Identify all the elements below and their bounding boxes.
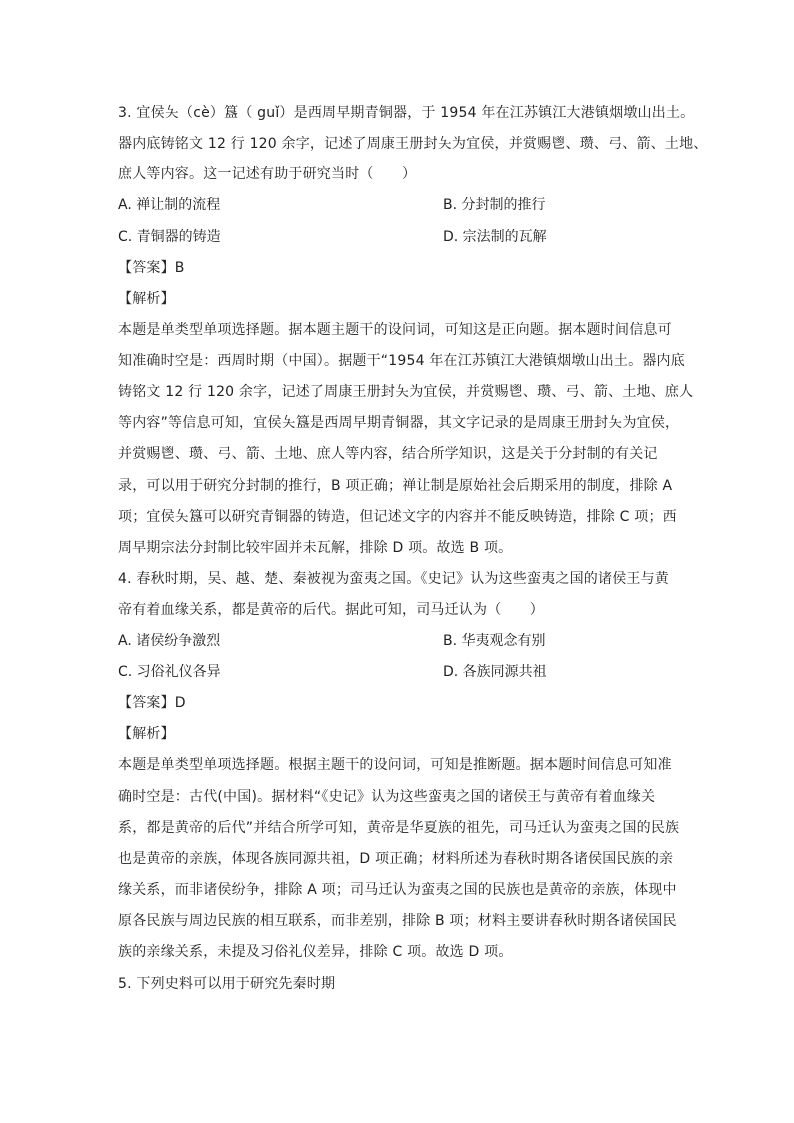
- q4-analysis-line-6: 原各民族与周边民族的相互联系，而非差别，排除 B 项；材料主要讲春秋时期各诸侯国民: [118, 913, 677, 929]
- q3-answer: 【答案】B: [118, 260, 185, 276]
- q4-option-b: B. 华夷观念有别: [443, 633, 546, 649]
- q3-analysis-line-6: 录，可以用于研究分封制的推行，B 项正确；禅让制是原始社会后期采用的制度，排除 A: [118, 478, 673, 494]
- q3-analysis-line-3: 铸铭文 12 行 120 余字，记述了周康王册封夨为宜侯，并赏赐鬯、瓒、弓、箭、土地、庶人: [118, 384, 694, 400]
- q4-stem-line-1: 4. 春秋时期，吴、越、楚、秦被视为蛮夷之国。《史记》认为这些蛮夷之国的诸侯王与黄: [118, 571, 670, 587]
- q3-stem-line-2: 器内底铸铭文 12 行 120 余字，记述了周康王册封夨为宜侯，并赏赐鬯、瓒、弓、箭、土地、: [118, 136, 708, 152]
- q3-analysis-line-8: 周早期宗法分封制比较牢固并未瓦解，排除 D 项。故选 B 项。: [118, 540, 513, 556]
- q3-stem-line-3: 庶人等内容。这一记述有助于研究当时（ ）: [118, 166, 417, 182]
- q3-option-d: D. 宗法制的瓦解: [443, 229, 547, 245]
- q3-stem-line-1: 3. 宜侯夨（cè）簋（ guǐ）是西周早期青铜器，于 1954 年在江苏镇江大港镇烟墩山出土。: [118, 105, 695, 121]
- q3-analysis-line-4: 等内容”等信息可知，宜侯夨簋是西周早期青铜器，其文字记录的是周康王册封夨为宜侯，: [118, 415, 680, 431]
- q3-analysis-line-5: 并赏赐鬯、瓒、弓、箭、土地、庶人等内容，结合所学知识，这是关于分封制的有关记: [118, 446, 658, 462]
- q4-answer: 【答案】D: [118, 695, 186, 711]
- q4-option-a: A. 诸侯纷争激烈: [118, 633, 221, 649]
- q5-stem-line-1: 5. 下列史料可以用于研究先秦时期: [118, 976, 336, 992]
- q3-analysis-line-2: 知准确时空是：西周时期（中国）。据题干“1954 年在江苏镇江大港镇烟墩山出土。器内底: [118, 353, 685, 369]
- q3-analysis-line-1: 本题是单类型单项选择题。据本题主题干的设问词，可知这是正向题。据本题时间信息可: [118, 322, 672, 338]
- q4-analysis-line-4: 也是黄帝的亲族，体现各族同源共祖，D 项正确；材料所述为春秋时期各诸侯国民族的亲: [118, 851, 674, 867]
- q4-option-c: C. 习俗礼仪各异: [118, 664, 221, 680]
- q4-analysis-line-2: 确时空是：古代(中国)。据材料“《史记》认为这些蛮夷之国的诸侯王与黄帝有着血缘关: [118, 789, 656, 805]
- q4-analysis-line-5: 缘关系，而非诸侯纷争，排除 A 项；司马迁认为蛮夷之国的民族也是黄帝的亲族，体现中: [118, 882, 677, 898]
- q3-analysis-line-7: 项；宜侯夨簋可以研究青铜器的铸造，但记述文字的内容并不能反映铸造，排除 C 项；西: [118, 509, 677, 525]
- q4-analysis-line-7: 族的亲缘关系，未提及习俗礼仪差异，排除 C 项。故选 D 项。: [118, 944, 513, 960]
- q3-option-c: C. 青铜器的铸造: [118, 229, 221, 245]
- q4-analysis-line-1: 本题是单类型单项选择题。根据主题干的设问词，可知是推断题。据本题时间信息可知准: [118, 757, 672, 773]
- q4-analysis-line-3: 系，都是黄帝的后代”并结合所学可知，黄帝是华夏族的祖先，司马迁认为蛮夷之国的民族: [118, 820, 680, 836]
- q4-stem-line-2: 帝有着血缘关系，都是黄帝的后代。据此可知，司马迁认为（ ）: [118, 602, 544, 618]
- q3-option-a: A. 禅让制的流程: [118, 197, 221, 213]
- q4-option-d: D. 各族同源共祖: [443, 664, 547, 680]
- q3-option-b: B. 分封制的推行: [443, 197, 546, 213]
- q3-analysis-label: 【解析】: [118, 291, 175, 307]
- q4-analysis-label: 【解析】: [118, 726, 175, 742]
